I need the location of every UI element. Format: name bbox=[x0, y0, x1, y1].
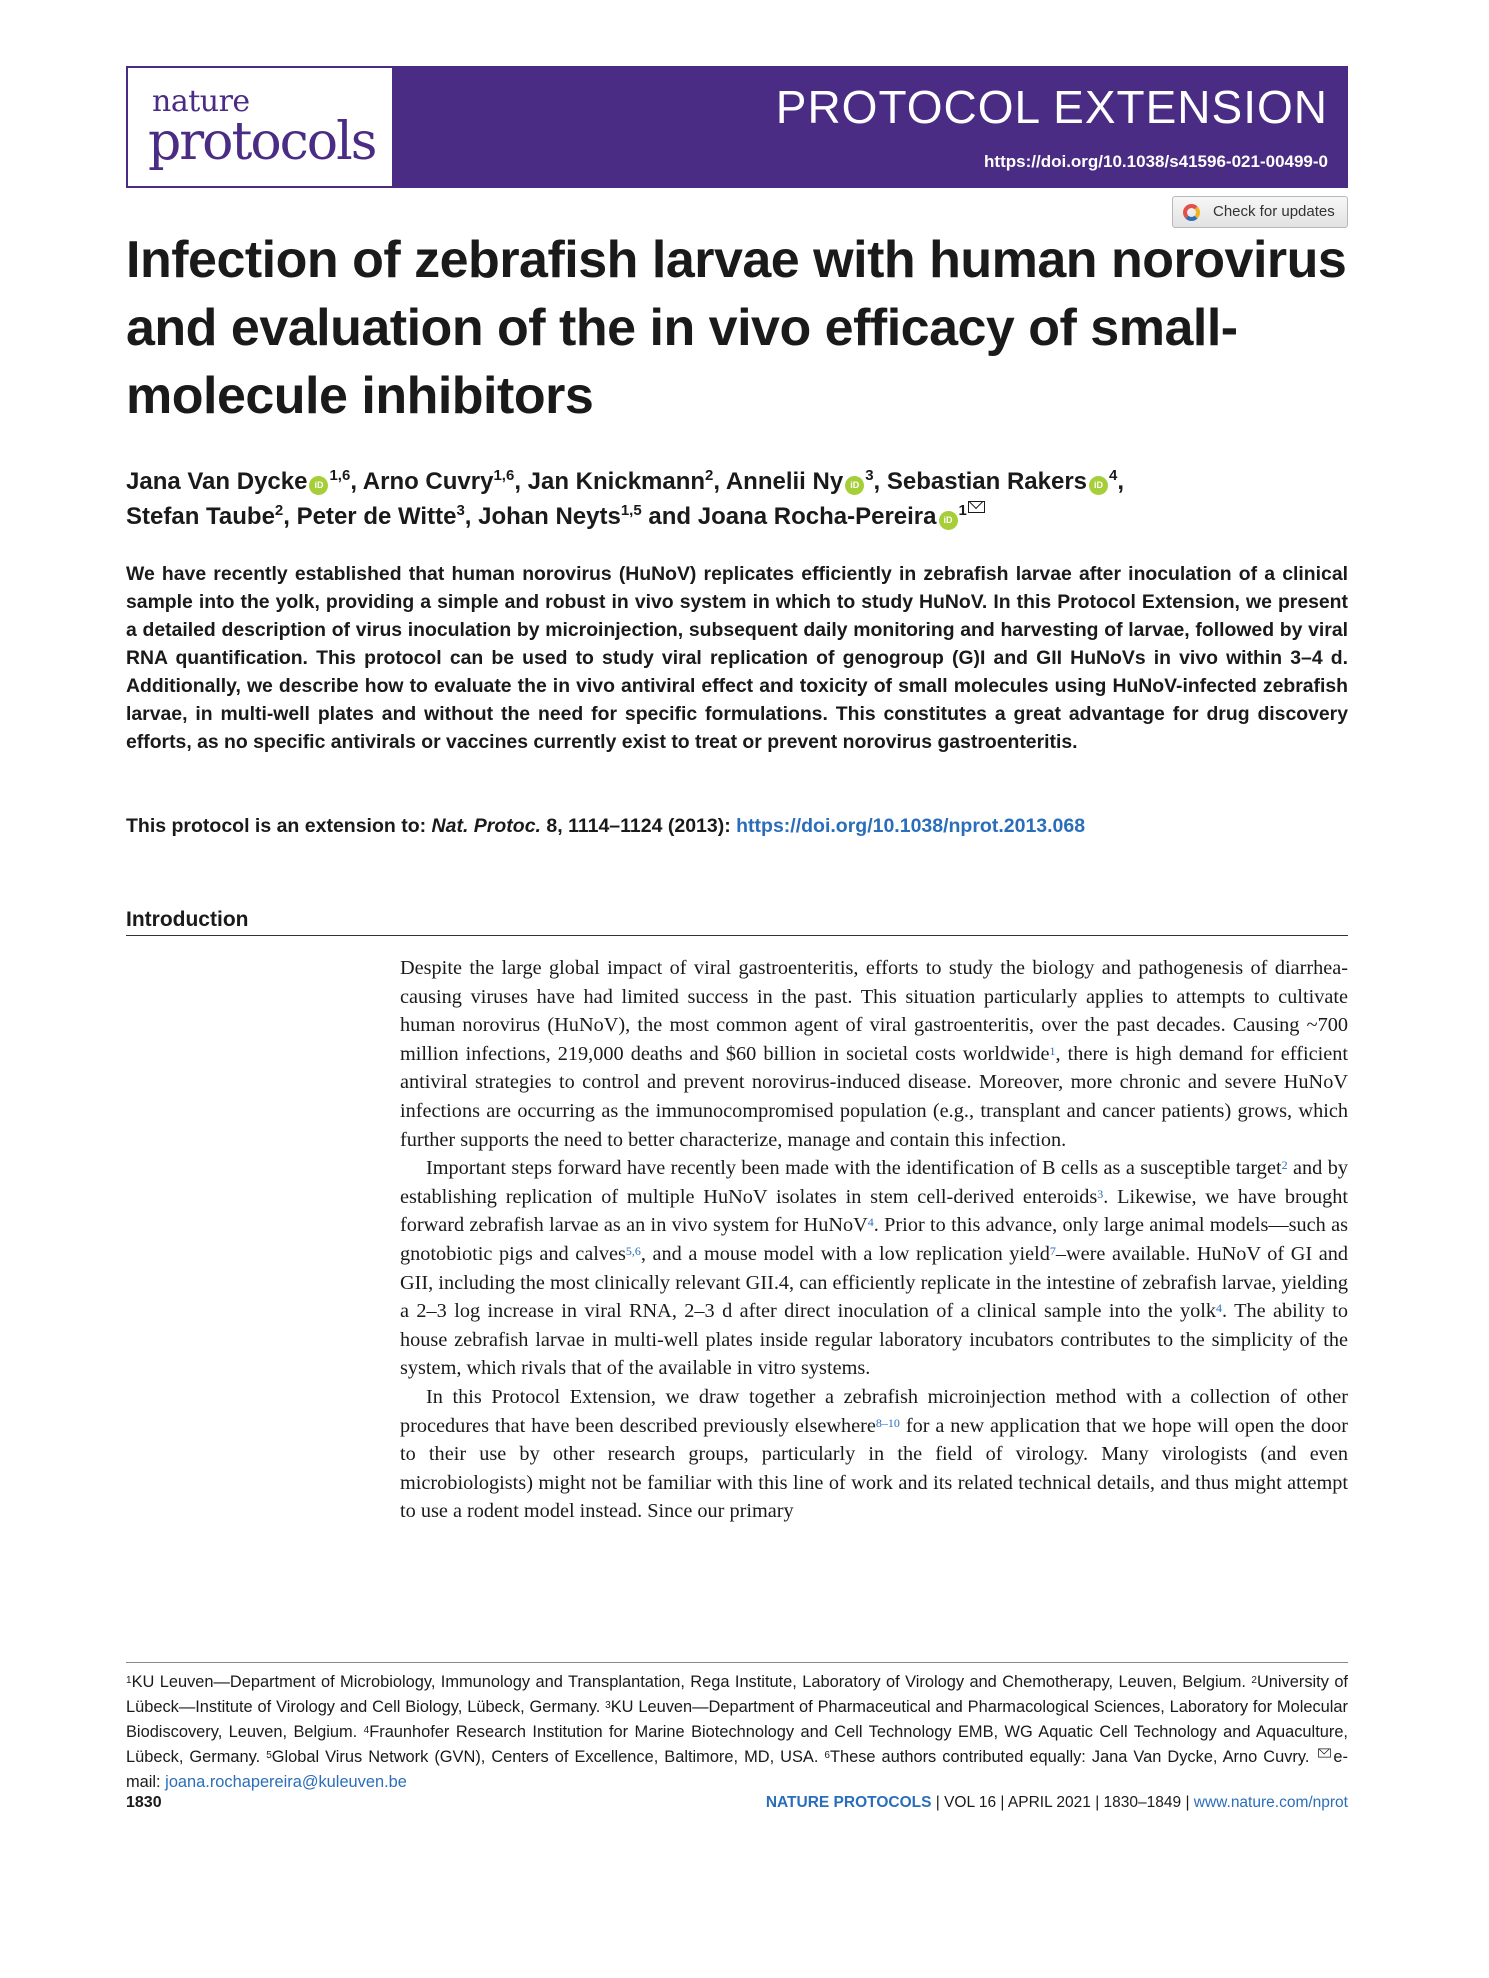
footer-sep: | bbox=[931, 1794, 945, 1811]
footer-sep: | bbox=[1181, 1794, 1194, 1811]
footer-sep: | bbox=[1090, 1794, 1104, 1811]
footer-sep: | bbox=[996, 1794, 1008, 1811]
affiliation-text: KU Leuven—Department of Microbiology, Immunology and Transplantation, Rega Institute, Laboratory of Virology and Chemotherapy, Leuven, Belgium. bbox=[131, 1673, 1252, 1691]
affiliation-text: These authors contributed equally: Jana Van Dycke, Arno Cuvry. bbox=[829, 1748, 1316, 1766]
author-name[interactable]: Jana Van Dycke bbox=[126, 468, 308, 495]
author-name[interactable]: Peter de Witte bbox=[296, 503, 457, 530]
body-paragraph bbox=[400, 1383, 1348, 1526]
body-text-run: . The ability to house zebrafish larvae in multi-well plates inside regular laboratory incubators contributes to the simplicity of the system, which rivals that of the available in vitro systems. bbox=[400, 1300, 1348, 1380]
author-name[interactable]: Stefan Taube bbox=[126, 503, 275, 530]
orcid-icon[interactable]: iD bbox=[845, 476, 864, 495]
author-separator: , bbox=[514, 468, 528, 495]
author-name[interactable]: Johan Neyts bbox=[478, 503, 621, 530]
article-title: Infection of zebrafish larvae with human norovirus and evaluation of the in vivo efficacy of small-molecule inhibitors bbox=[126, 231, 1347, 425]
article-type-label: PROTOCOL EXTENSION bbox=[775, 81, 1328, 133]
crossmark-icon bbox=[1183, 204, 1200, 221]
author-separator: , bbox=[1117, 468, 1125, 495]
author-name[interactable]: Arno Cuvry bbox=[362, 468, 494, 495]
body-paragraph bbox=[400, 1154, 1348, 1383]
author-name[interactable]: Joana Rocha-Pereira bbox=[697, 503, 937, 530]
article-doi-link[interactable]: https://doi.org/10.1038/s41596-021-00499-0 bbox=[984, 152, 1328, 171]
affiliations-footnote bbox=[126, 1670, 1348, 1795]
check-for-updates-button[interactable] bbox=[1172, 196, 1348, 228]
author-affiliation-sup: 1,6 bbox=[329, 467, 351, 484]
author-separator: , bbox=[350, 468, 363, 495]
footer-journal-url[interactable]: www.nature.com/nprot bbox=[1193, 1794, 1348, 1811]
corresponding-email-link[interactable]: joana.rochapereira@kuleuven.be bbox=[165, 1773, 407, 1791]
logo-nature: nature bbox=[152, 84, 250, 119]
logo-protocols: protocols bbox=[148, 112, 376, 172]
body-text-run: . Prior to this advance, only large animal models—such as gnotobiotic pigs and calves bbox=[400, 1214, 1348, 1265]
author-separator: , bbox=[464, 503, 479, 530]
author-name[interactable]: Sebastian Rakers bbox=[886, 468, 1087, 495]
footer-journal-name: NATURE PROTOCOLS bbox=[765, 1794, 932, 1811]
citation-link[interactable]: 7 bbox=[1049, 1243, 1056, 1258]
citation-link[interactable]: 4 bbox=[1216, 1301, 1223, 1316]
citation-link[interactable]: 3 bbox=[1097, 1186, 1104, 1201]
page-number: 1830 bbox=[126, 1794, 162, 1811]
section-divider bbox=[126, 935, 1348, 936]
extension-prefix: This protocol is an extension to: bbox=[126, 815, 432, 837]
author-affiliation-sup: 1,5 bbox=[620, 502, 642, 519]
extension-ref: 8, 1114–1124 (2013): bbox=[540, 815, 737, 837]
citation-link[interactable]: 2 bbox=[1281, 1158, 1288, 1173]
author-affiliation-sup: 3 bbox=[865, 467, 874, 484]
author-affiliation-sup: 4 bbox=[1109, 467, 1118, 484]
author-list bbox=[126, 464, 1356, 534]
body-text-run: for a new application that we hope will open the door to their use by other research groups, particularly in the field of virology. Many virologists (and even microbiologists) might not be familiar with this line of work and its related technical details, and thus might attempt to use a rodent model instead. Since our primary bbox=[400, 1414, 1348, 1523]
author-affiliation-sup: 1 bbox=[958, 502, 967, 519]
masthead bbox=[126, 66, 1348, 188]
affiliation-text: KU Leuven—Department of Pharmaceutical and Pharmacological Sciences, Laboratory for Molecular Biodiscovery, Leuven, Belgium. bbox=[126, 1698, 1348, 1741]
citation-link[interactable]: 5,6 bbox=[625, 1243, 641, 1258]
body-text-run: Important steps forward have recently been made with the identification of B cells as a susceptible target bbox=[426, 1157, 1282, 1180]
footer-volume: VOL 16 bbox=[944, 1794, 997, 1811]
author-name[interactable]: Jan Knickmann bbox=[527, 468, 706, 495]
affiliation-number: 1 bbox=[126, 1675, 132, 1686]
extension-journal: Nat. Protoc. bbox=[431, 815, 541, 837]
citation-link[interactable]: 8–10 bbox=[875, 1415, 900, 1430]
author-separator: , bbox=[713, 468, 726, 495]
section-heading-introduction: Introduction bbox=[126, 908, 249, 931]
affiliation-text: Global Virus Network (GVN), Centers of Excellence, Baltimore, MD, USA. bbox=[271, 1748, 825, 1766]
affiliation-text: University of Lübeck—Institute of Virology and Cell Biology, Lübeck, Germany. bbox=[126, 1673, 1348, 1716]
author-separator: , bbox=[873, 468, 887, 495]
affiliation-number: 6 bbox=[824, 1750, 830, 1761]
orcid-icon[interactable]: iD bbox=[1089, 476, 1108, 495]
author-name[interactable]: Annelii Ny bbox=[725, 468, 844, 495]
email-icon[interactable] bbox=[968, 501, 985, 513]
body-text-run: Despite the large global impact of viral gastroenteritis, efforts to study the biology and pathogenesis of diarrhea-causing viruses have had limited success in the past. This situation particularly applies to attempts to cultivate human norovirus (HuNoV), the most common agent of viral gastroenteritis, over the past decades. Causing ~700 million infections, 219,000 deaths and $60 billion in societal costs worldwide bbox=[400, 957, 1348, 1065]
affiliation-number: 5 bbox=[266, 1750, 272, 1761]
body-paragraph bbox=[400, 954, 1348, 1154]
affiliation-text: Fraunhofer Research Institution for Marine Biotechnology and Cell Technology EMB, WG Aquatic Cell Technology and Aquaculture, Lübeck, Germany. bbox=[126, 1723, 1348, 1766]
body-text-run: and by establishing replication of multiple HuNoV isolates in stem cell-derived enteroids bbox=[400, 1157, 1348, 1208]
affiliation-number: 2 bbox=[1251, 1675, 1257, 1686]
author-affiliation-sup: 2 bbox=[274, 502, 284, 519]
introduction-body bbox=[400, 954, 1348, 1526]
author-separator: , bbox=[283, 503, 297, 530]
journal-logo[interactable] bbox=[126, 66, 394, 188]
author-affiliation-sup: 3 bbox=[456, 502, 465, 519]
abstract: We have recently established that human norovirus (HuNoV) replicates efficiently in zebrafish larvae after inoculation of a clinical sample into the yolk, providing a simple and robust in vivo system in which to study HuNoV. In this Protocol Extension, we present a detailed description of virus inoculation by microinjection, subsequent daily monitoring and harvesting of larvae, followed by viral RNA quantification. This protocol can be used to study viral replication of genogroup (G)I and GII HuNoVs in vivo within 3–4 d. Additionally, we describe how to evaluate the in vivo antiviral effect and toxicity of small molecules using HuNoV-infected zebrafish larvae, in multi-well plates and without the need for specific formulations. This constitutes a great advantage for drug discovery efforts, as no specific antivirals or vaccines currently exist to treat or prevent norovirus gastroenteritis. bbox=[126, 563, 1348, 753]
affiliation-number: 3 bbox=[605, 1700, 611, 1711]
affiliation-number: 4 bbox=[363, 1725, 370, 1736]
citation-link[interactable]: 1 bbox=[1049, 1043, 1056, 1058]
journal-footer bbox=[766, 1794, 1348, 1812]
footer-pages: 1830–1849 bbox=[1103, 1794, 1182, 1811]
body-text-run: –were available. HuNoV of GI and GII, including the most clinically relevant GII.4, can efficiently replicate in the intestine of zebrafish larvae, yielding a 2–3 log increase in viral RNA, 2–3 d after direct inoculation of a clinical sample into the yolk bbox=[400, 1242, 1348, 1323]
email-icon bbox=[1319, 1749, 1332, 1758]
extension-doi-link[interactable]: https://doi.org/10.1038/nprot.2013.068 bbox=[736, 815, 1086, 837]
check-for-updates-label: Check for updates bbox=[1213, 203, 1335, 220]
orcid-icon[interactable]: iD bbox=[309, 476, 328, 495]
body-text-run: , there is high demand for efficient antiviral strategies to control and prevent norovirus-induced disease. Moreover, more chronic and severe HuNoV infections are occurring as the immunocompromised population (e.g., transplant and cancer patients) grows, which further supports the need to better characterize, manage and contain this infection. bbox=[400, 1042, 1348, 1151]
footer-date: APRIL 2021 bbox=[1007, 1794, 1091, 1811]
email-label: e-mail: bbox=[126, 1748, 1348, 1791]
footnote-divider bbox=[126, 1662, 1348, 1663]
body-text-run: In this Protocol Extension, we draw together a zebrafish microinjection method with a collection of other procedures that have been described previously elsewhere bbox=[400, 1385, 1348, 1437]
body-text-run: , and a mouse model with a low replication yield bbox=[640, 1242, 1050, 1265]
author-affiliation-sup: 2 bbox=[705, 467, 714, 484]
citation-link[interactable]: 4 bbox=[867, 1215, 874, 1230]
orcid-icon[interactable]: iD bbox=[939, 511, 958, 530]
author-separator: and bbox=[641, 503, 698, 530]
author-affiliation-sup: 1,6 bbox=[493, 467, 515, 484]
body-text-run: . Likewise, we have brought forward zebrafish larvae as an in vivo system for HuNoV bbox=[400, 1185, 1348, 1237]
extension-note bbox=[126, 815, 1348, 838]
